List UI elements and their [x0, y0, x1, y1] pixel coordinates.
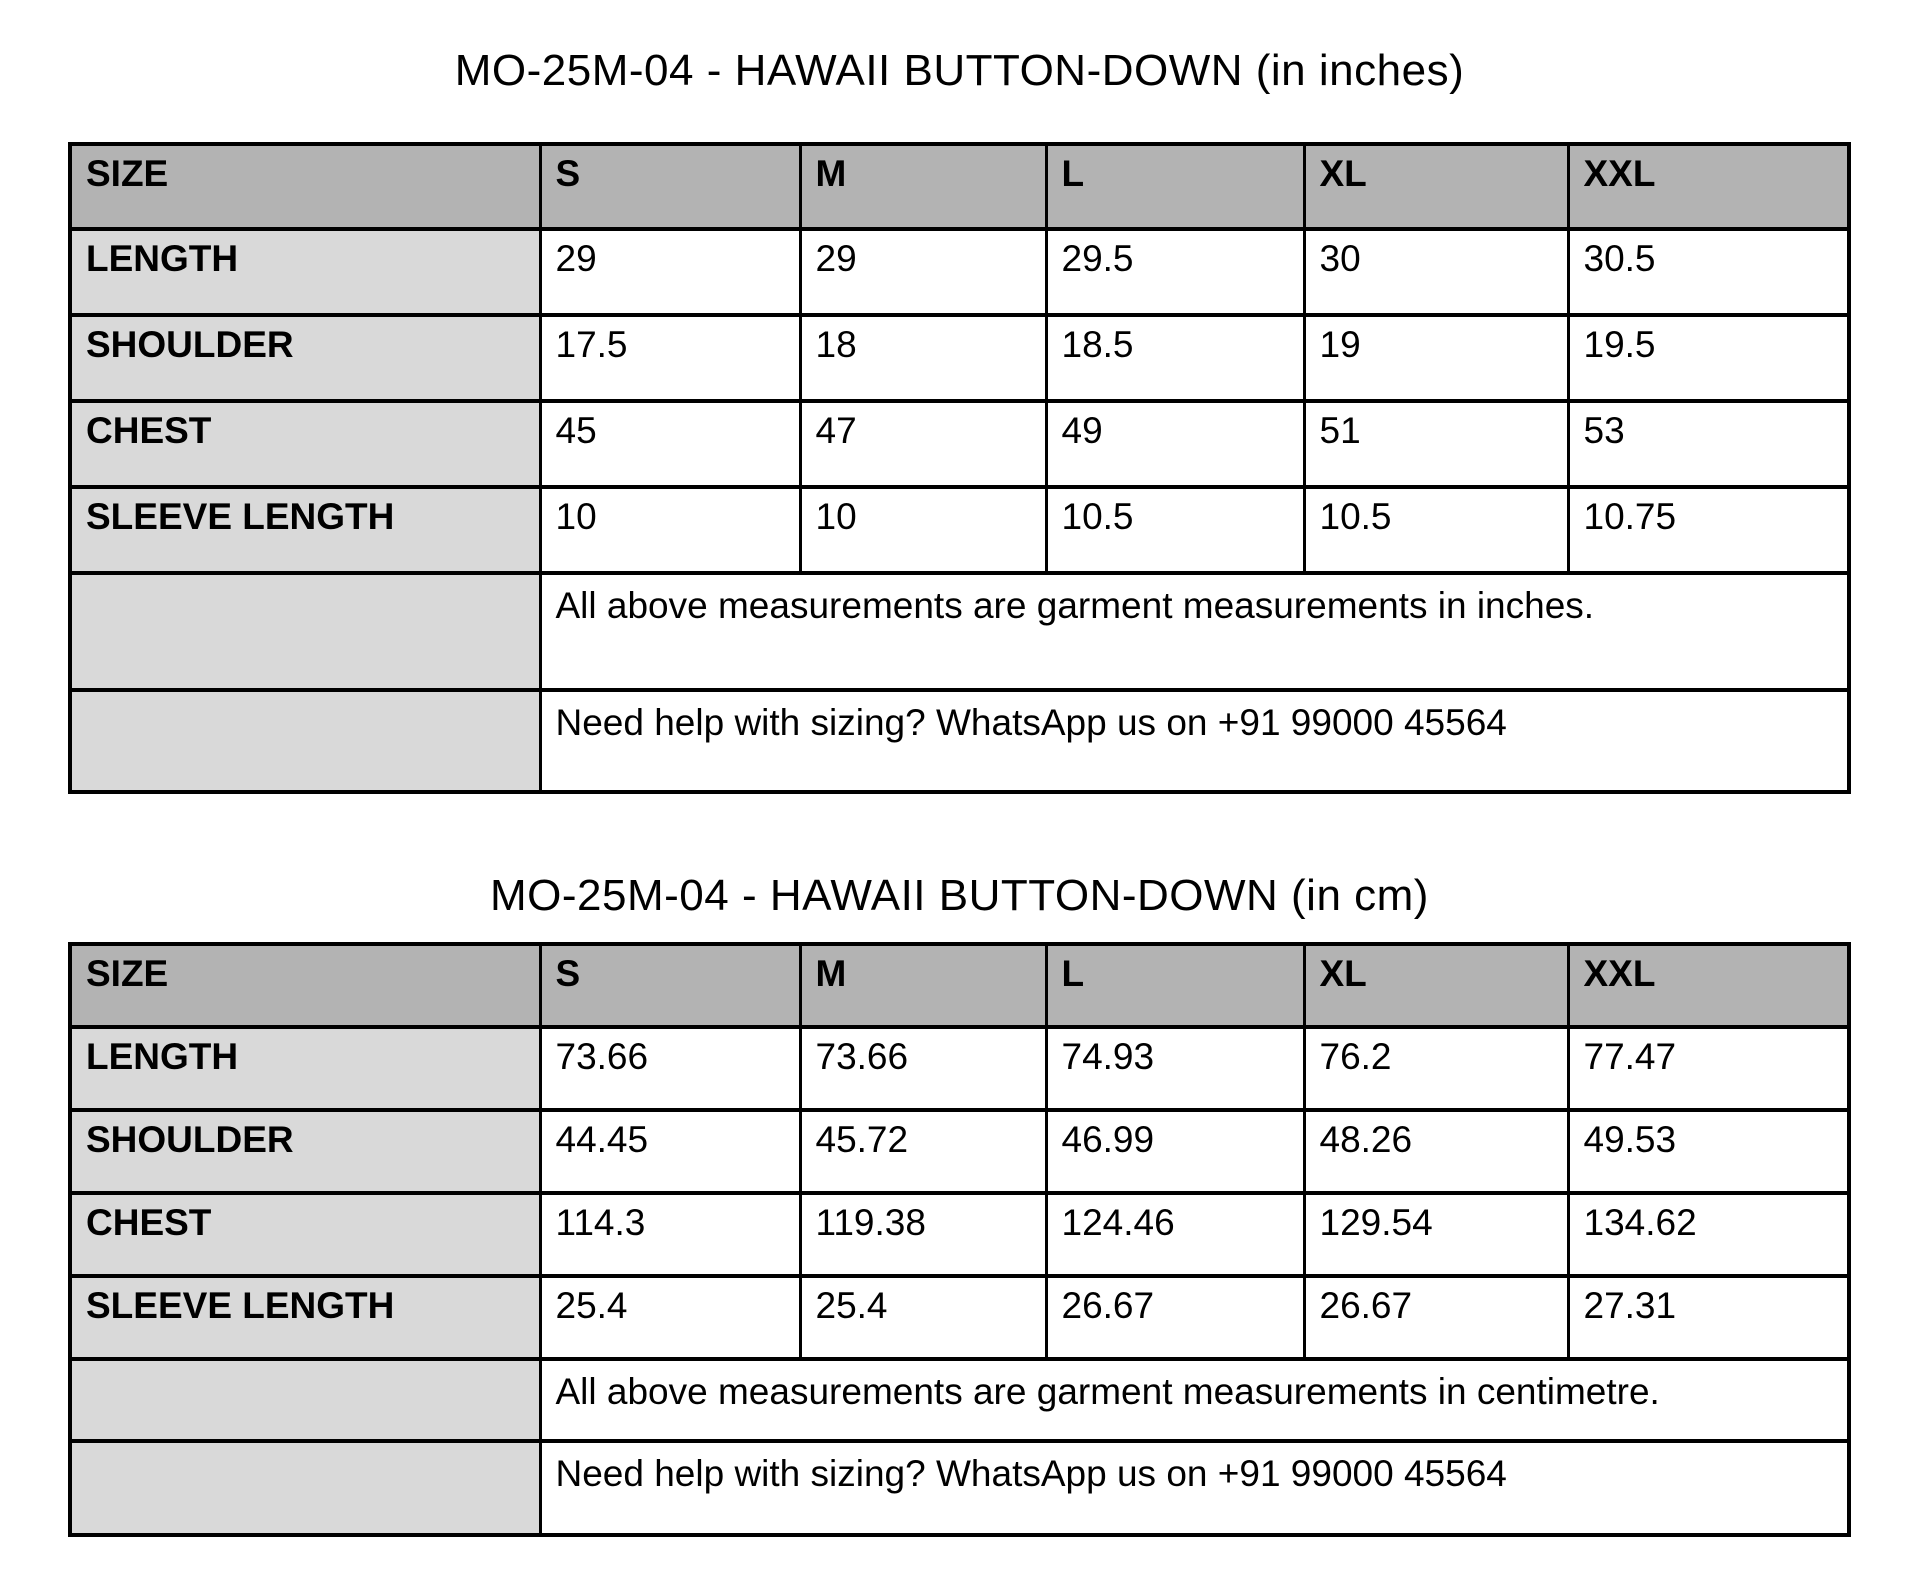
size-column-header: SIZE: [70, 144, 540, 229]
row-label-length: LENGTH: [70, 1027, 540, 1110]
cm-table-title: MO-25M-04 - HAWAII BUTTON-DOWN (in cm): [490, 870, 1429, 920]
value-cell: 18.5: [1046, 315, 1304, 401]
value-cell: 26.67: [1304, 1276, 1568, 1359]
whatsapp-phone-number: +91 99000 45564: [1217, 1452, 1507, 1494]
empty-label-cell: [70, 690, 540, 792]
value-cell: 77.47: [1568, 1027, 1849, 1110]
measurement-note-row: [70, 573, 1849, 690]
row-label-chest: CHEST: [70, 1193, 540, 1276]
value-cell: 129.54: [1304, 1193, 1568, 1276]
value-cell: 49.53: [1568, 1110, 1849, 1193]
data-row-length: [70, 1027, 1849, 1110]
value-cell: 74.93: [1046, 1027, 1304, 1110]
data-row-chest: [70, 401, 1849, 487]
measurement-note-text: All above measurements are garment measurements in inches.: [540, 573, 1849, 690]
row-label-shoulder: SHOULDER: [70, 315, 540, 401]
sizing-help-row: [70, 1441, 1849, 1535]
column-header-s: S: [540, 144, 800, 229]
value-cell: 51: [1304, 401, 1568, 487]
row-label-shoulder: SHOULDER: [70, 1110, 540, 1193]
data-row-shoulder: [70, 1110, 1849, 1193]
value-cell: 114.3: [540, 1193, 800, 1276]
value-cell: 10.5: [1046, 487, 1304, 573]
inches-size-table: [68, 142, 1851, 794]
value-cell: 10: [800, 487, 1046, 573]
sizing-help-cell: [540, 1441, 1849, 1535]
value-cell: 45.72: [800, 1110, 1046, 1193]
column-header-xxl: XXL: [1568, 144, 1849, 229]
data-row-shoulder: [70, 315, 1849, 401]
value-cell: 19: [1304, 315, 1568, 401]
column-header-xl: XL: [1304, 944, 1568, 1027]
value-cell: 124.46: [1046, 1193, 1304, 1276]
column-header-l: L: [1046, 944, 1304, 1027]
inches-table-title: MO-25M-04 - HAWAII BUTTON-DOWN (in inches): [454, 46, 1465, 95]
value-cell: 53: [1568, 401, 1849, 487]
value-cell: 26.67: [1046, 1276, 1304, 1359]
column-header-m: M: [800, 944, 1046, 1027]
empty-label-cell: [70, 1359, 540, 1441]
data-row-chest: [70, 1193, 1849, 1276]
value-cell: 30.5: [1568, 229, 1849, 315]
size-column-header: SIZE: [70, 944, 540, 1027]
value-cell: 30: [1304, 229, 1568, 315]
value-cell: 10.75: [1568, 487, 1849, 573]
value-cell: 29: [540, 229, 800, 315]
value-cell: 45: [540, 401, 800, 487]
value-cell: 25.4: [800, 1276, 1046, 1359]
cm-section: [0, 870, 1919, 1537]
value-cell: 134.62: [1568, 1193, 1849, 1276]
value-cell: 10.5: [1304, 487, 1568, 573]
sizing-help-cell: [540, 690, 1849, 792]
value-cell: 27.31: [1568, 1276, 1849, 1359]
value-cell: 25.4: [540, 1276, 800, 1359]
value-cell: 17.5: [540, 315, 800, 401]
empty-label-cell: [70, 573, 540, 690]
measurement-note-text: All above measurements are garment measurements in centimetre.: [540, 1359, 1849, 1441]
value-cell: 29.5: [1046, 229, 1304, 315]
data-row-sleeve-length: [70, 1276, 1849, 1359]
value-cell: 29: [800, 229, 1046, 315]
value-cell: 10: [540, 487, 800, 573]
column-header-xl: XL: [1304, 144, 1568, 229]
empty-label-cell: [70, 1441, 540, 1535]
sizing-help-row: [70, 690, 1849, 792]
value-cell: 47: [800, 401, 1046, 487]
row-label-sleeve-length: SLEEVE LENGTH: [70, 1276, 540, 1359]
data-row-length: [70, 229, 1849, 315]
column-header-s: S: [540, 944, 800, 1027]
measurement-note-row: [70, 1359, 1849, 1441]
value-cell: 49: [1046, 401, 1304, 487]
value-cell: 46.99: [1046, 1110, 1304, 1193]
whatsapp-phone-number: +91 99000 45564: [1217, 701, 1507, 743]
column-header-xxl: XXL: [1568, 944, 1849, 1027]
value-cell: 73.66: [540, 1027, 800, 1110]
row-label-length: LENGTH: [70, 229, 540, 315]
value-cell: 48.26: [1304, 1110, 1568, 1193]
value-cell: 18: [800, 315, 1046, 401]
inches-section: [0, 45, 1919, 794]
sizing-help-text: Need help with sizing? WhatsApp us on: [555, 701, 1208, 743]
value-cell: 73.66: [800, 1027, 1046, 1110]
value-cell: 76.2: [1304, 1027, 1568, 1110]
column-header-l: L: [1046, 144, 1304, 229]
header-row: [70, 944, 1849, 1027]
data-row-sleeve-length: [70, 487, 1849, 573]
value-cell: 119.38: [800, 1193, 1046, 1276]
header-row: [70, 144, 1849, 229]
column-header-m: M: [800, 144, 1046, 229]
value-cell: 19.5: [1568, 315, 1849, 401]
sizing-help-text: Need help with sizing? WhatsApp us on: [555, 1452, 1208, 1494]
row-label-sleeve-length: SLEEVE LENGTH: [70, 487, 540, 573]
cm-size-table: [68, 942, 1851, 1537]
value-cell: 44.45: [540, 1110, 800, 1193]
row-label-chest: CHEST: [70, 401, 540, 487]
